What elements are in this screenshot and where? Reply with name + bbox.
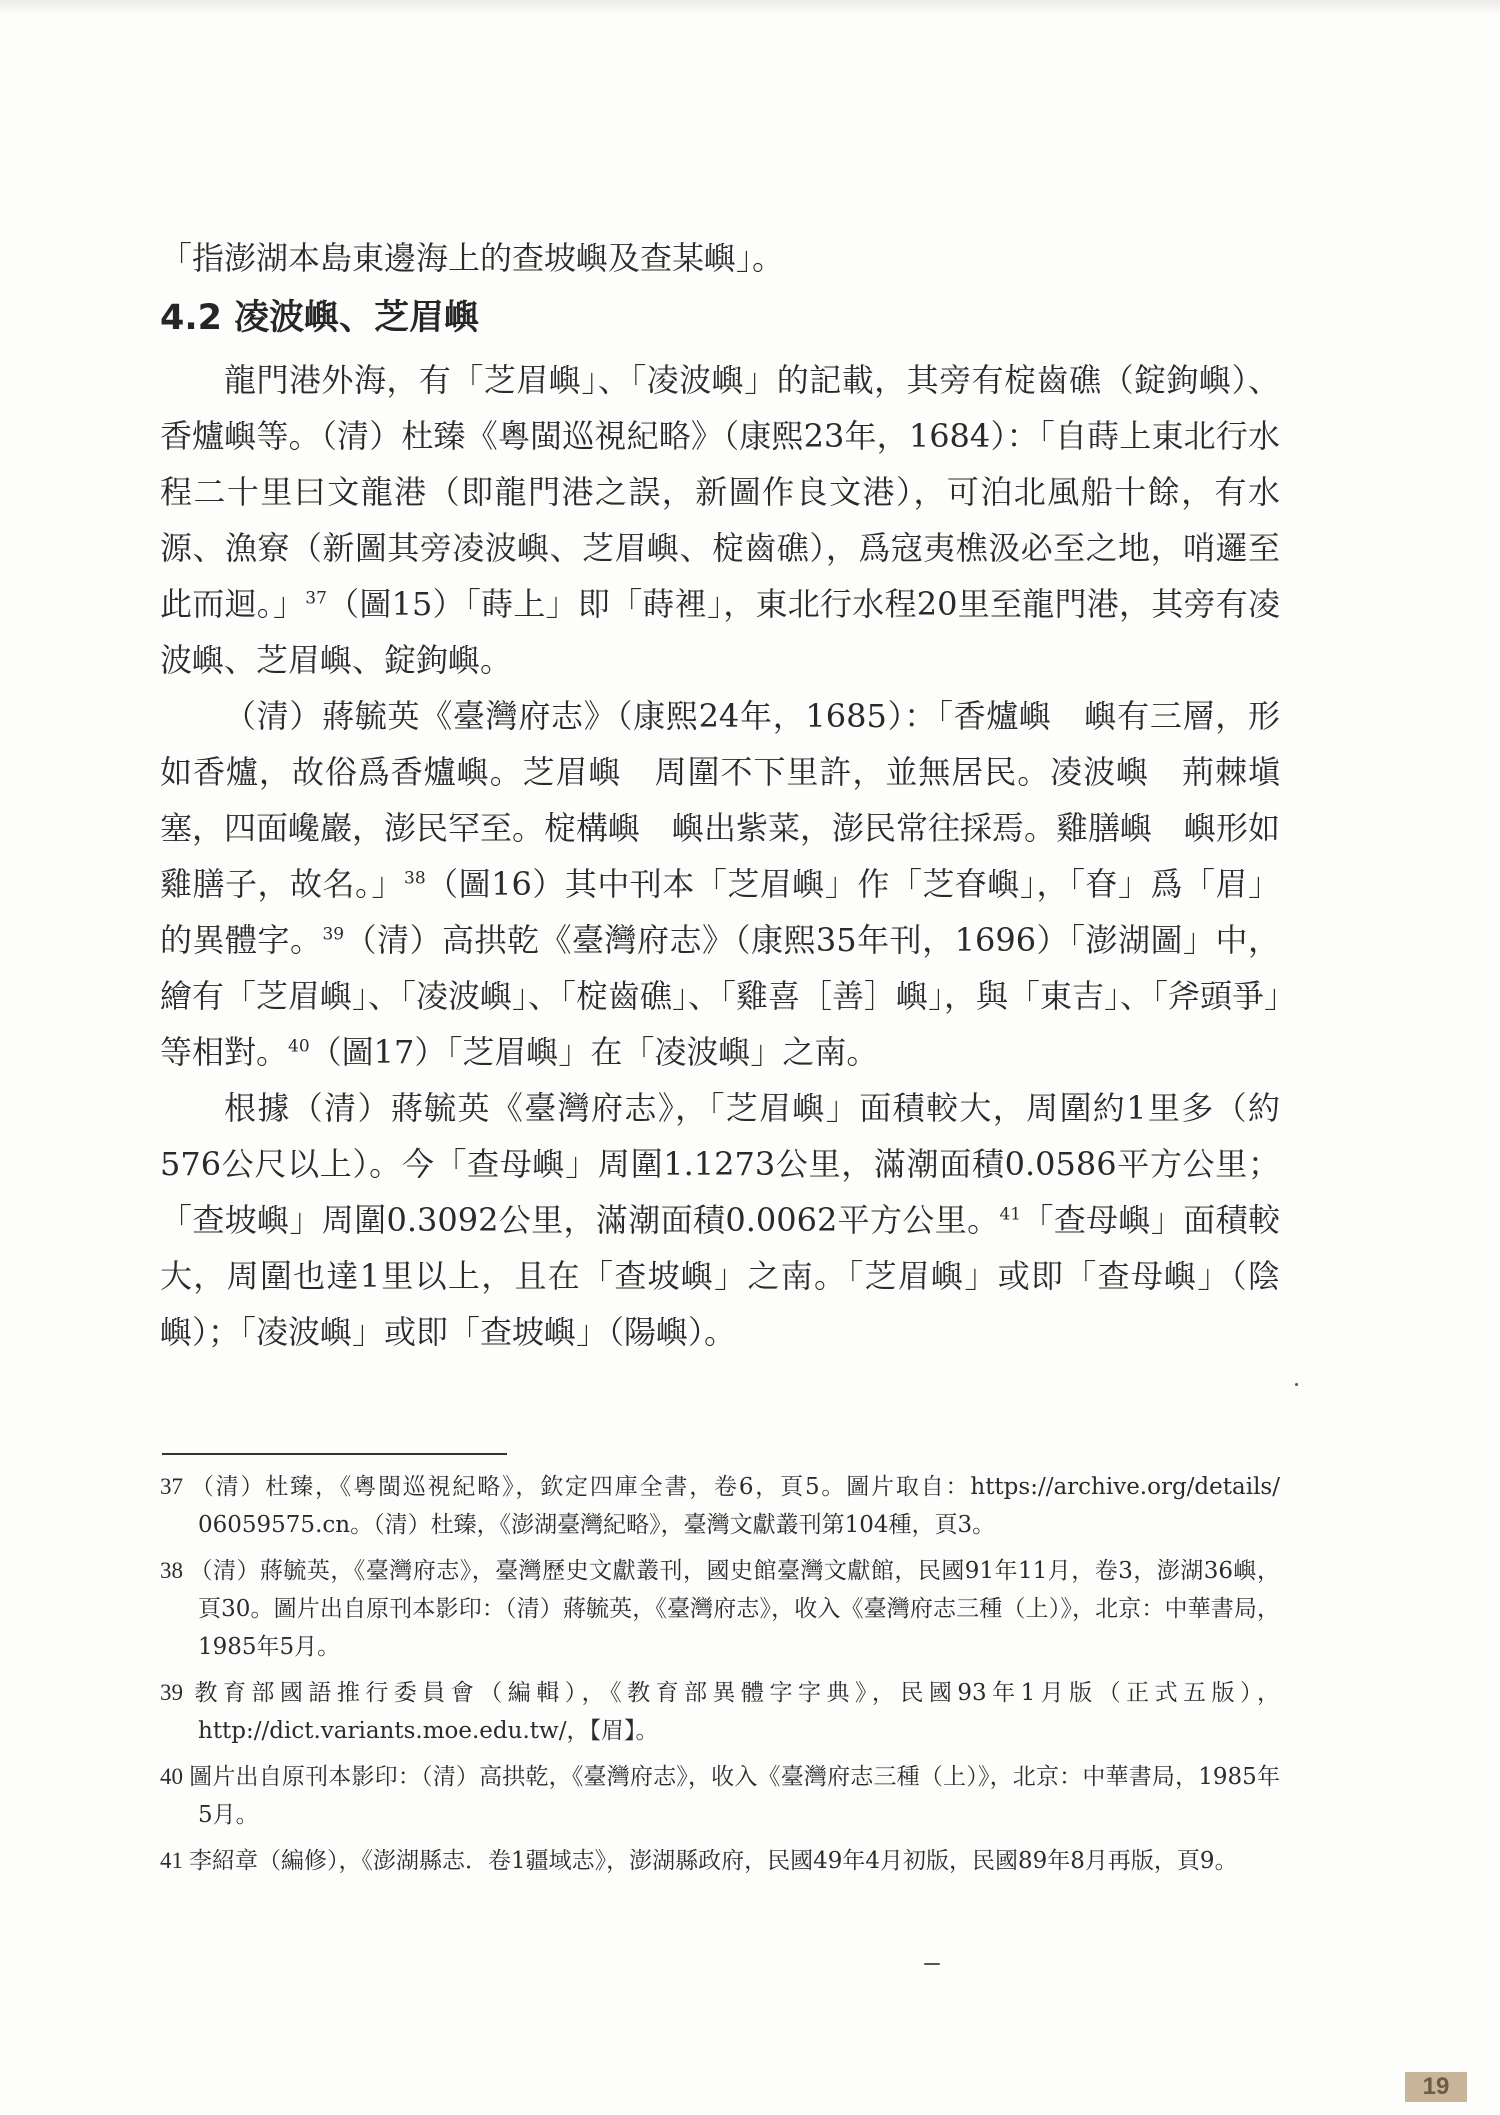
paragraph-2-text-d: （圖17）「芝眉嶼」在「凌波嶼」之南。 (309, 1033, 879, 1071)
footnote-40 (160, 1758, 1280, 1834)
footnote-text: （清）蔣毓英，《臺灣府志》，臺灣歷史文獻叢刊，國史館臺灣文獻館，民國91年11月，卷3，澎湖36嶼，頁30。圖片出自原刊本影印：（清）蔣毓英，《臺灣府志》，收入《臺灣府志三種（上）》，北京：中華書局，1985年5月。 (189, 1558, 1280, 1660)
paragraph-3-text-b: 「查母嶼」面積較大，周圍也達1里以上，且在「查坡嶼」之南。「芝眉嶼」或即「查母嶼」（陰嶼）；「凌波嶼」或即「查坡嶼」（陽嶼）。 (160, 1201, 1280, 1351)
paragraph-1-text-b: （圖15）「蒔上」即「蒔裡」，東北行水程20里至龍門港，其旁有凌波嶼、芝眉嶼、錠鉤嶼。 (160, 585, 1280, 679)
paragraph-2-text-c: （清）高拱乾《臺灣府志》（康熙35年刊，1696）「澎湖圖」中，繪有「芝眉嶼」、「凌波嶼」、「椗齒礁」、「雞喜［善］嶼」，與「東吉」、「斧頭爭」等相對。 (160, 921, 1281, 1071)
footnote-text: 圖片出自原刊本影印：（清）高拱乾，《臺灣府志》，收入《臺灣府志三種（上）》，北京：中華書局，1985年5月。 (189, 1764, 1280, 1828)
continued-quote-line: 「指澎湖本島東邊海上的查坡嶼及查某嶼」。 (160, 239, 785, 277)
paragraph-2 (160, 688, 1280, 1080)
footnote-37 (160, 1468, 1280, 1544)
scan-speck (924, 1963, 940, 1965)
footnote-ref-40[interactable]: 40 (288, 1036, 310, 1057)
footnote-38 (160, 1552, 1280, 1666)
paragraph-2-text-a: （清）蔣毓英《臺灣府志》（康熙24年，1685）：「香爐嶼 嶼有三層，形如香爐，故俗爲香爐嶼。芝眉嶼 周圍不下里許，並無居民。凌波嶼 荊棘塡塞，四面巉巖，澎民罕至。椗構嶼 嶼出紫菜，澎民常往採焉。雞膳嶼 嶼形如雞膳子，故名。」 (160, 697, 1281, 903)
footnote-number: 40 (160, 1764, 183, 1789)
paragraph-1 (160, 352, 1280, 688)
footnote-text: （清）杜臻，《粵閩巡視紀略》，欽定四庫全書，卷6，頁5。圖片取自：https://archive.org/details/ 06059575.cn。（清）杜臻，《澎湖臺灣紀略》，臺灣文獻叢刊第104種，頁3。 (189, 1474, 1280, 1538)
footnote-divider (162, 1453, 507, 1455)
footnote-number: 38 (160, 1558, 183, 1583)
footnotes (160, 1468, 1280, 1888)
page-top-edge (0, 0, 1500, 14)
footnote-number: 39 (160, 1680, 183, 1705)
scan-speck (1295, 1383, 1298, 1386)
paragraph-3 (160, 1080, 1280, 1360)
section-heading: 4.2 凌波嶼、芝眉嶼 (160, 298, 480, 338)
main-text (160, 230, 1280, 1360)
footnote-ref-39[interactable]: 39 (322, 924, 345, 945)
footnote-text: 教育部國語推行委員會（編輯），《教育部異體字字典》，民國93年1月版（正式五版），http://dict.variants.moe.edu.tw/，【眉】。 (189, 1680, 1280, 1744)
paragraph-1-text-a: 龍門港外海，有「芝眉嶼」、「凌波嶼」的記載，其旁有椗齒礁（錠鉤嶼）、香爐嶼等。（清）杜臻《粵閩巡視紀略》（康熙23年，1684）：「自蒔上東北行水程二十里曰文龍港（即龍門港之誤，新圖作良文港），可泊北風船十餘，有水源、漁寮（新圖其旁凌波嶼、芝眉嶼、椗齒礁），爲寇夷樵汲必至之地，哨邏至此而迴。」 (160, 361, 1280, 623)
footnote-number: 37 (160, 1474, 183, 1499)
footnote-number: 41 (160, 1848, 183, 1873)
paragraph-2-text-b: （圖16）其中刊本「芝眉嶼」作「芝眘嶼」，「眘」爲「眉」的異體字。 (160, 865, 1280, 959)
footnote-39 (160, 1674, 1280, 1750)
footnote-41 (160, 1842, 1280, 1880)
footnote-ref-37[interactable]: 37 (305, 588, 327, 609)
page-number: 19 (1405, 2072, 1467, 2102)
footnote-text: 李紹章（編修），《澎湖縣志．卷1疆域志》，澎湖縣政府，民國49年4月初版，民國89年8月再版，頁9。 (189, 1848, 1238, 1874)
paragraph-3-text-a: 根據（清）蔣毓英《臺灣府志》，「芝眉嶼」面積較大，周圍約1里多（約576公尺以上）。今「查母嶼」周圍1.1273公里，滿潮面積0.0586平方公里；「查坡嶼」周圍0.3092公里，滿潮面積0.0062平方公里。 (160, 1089, 1280, 1239)
footnote-ref-38[interactable]: 38 (404, 868, 426, 889)
footnote-ref-41[interactable]: 41 (999, 1204, 1022, 1225)
